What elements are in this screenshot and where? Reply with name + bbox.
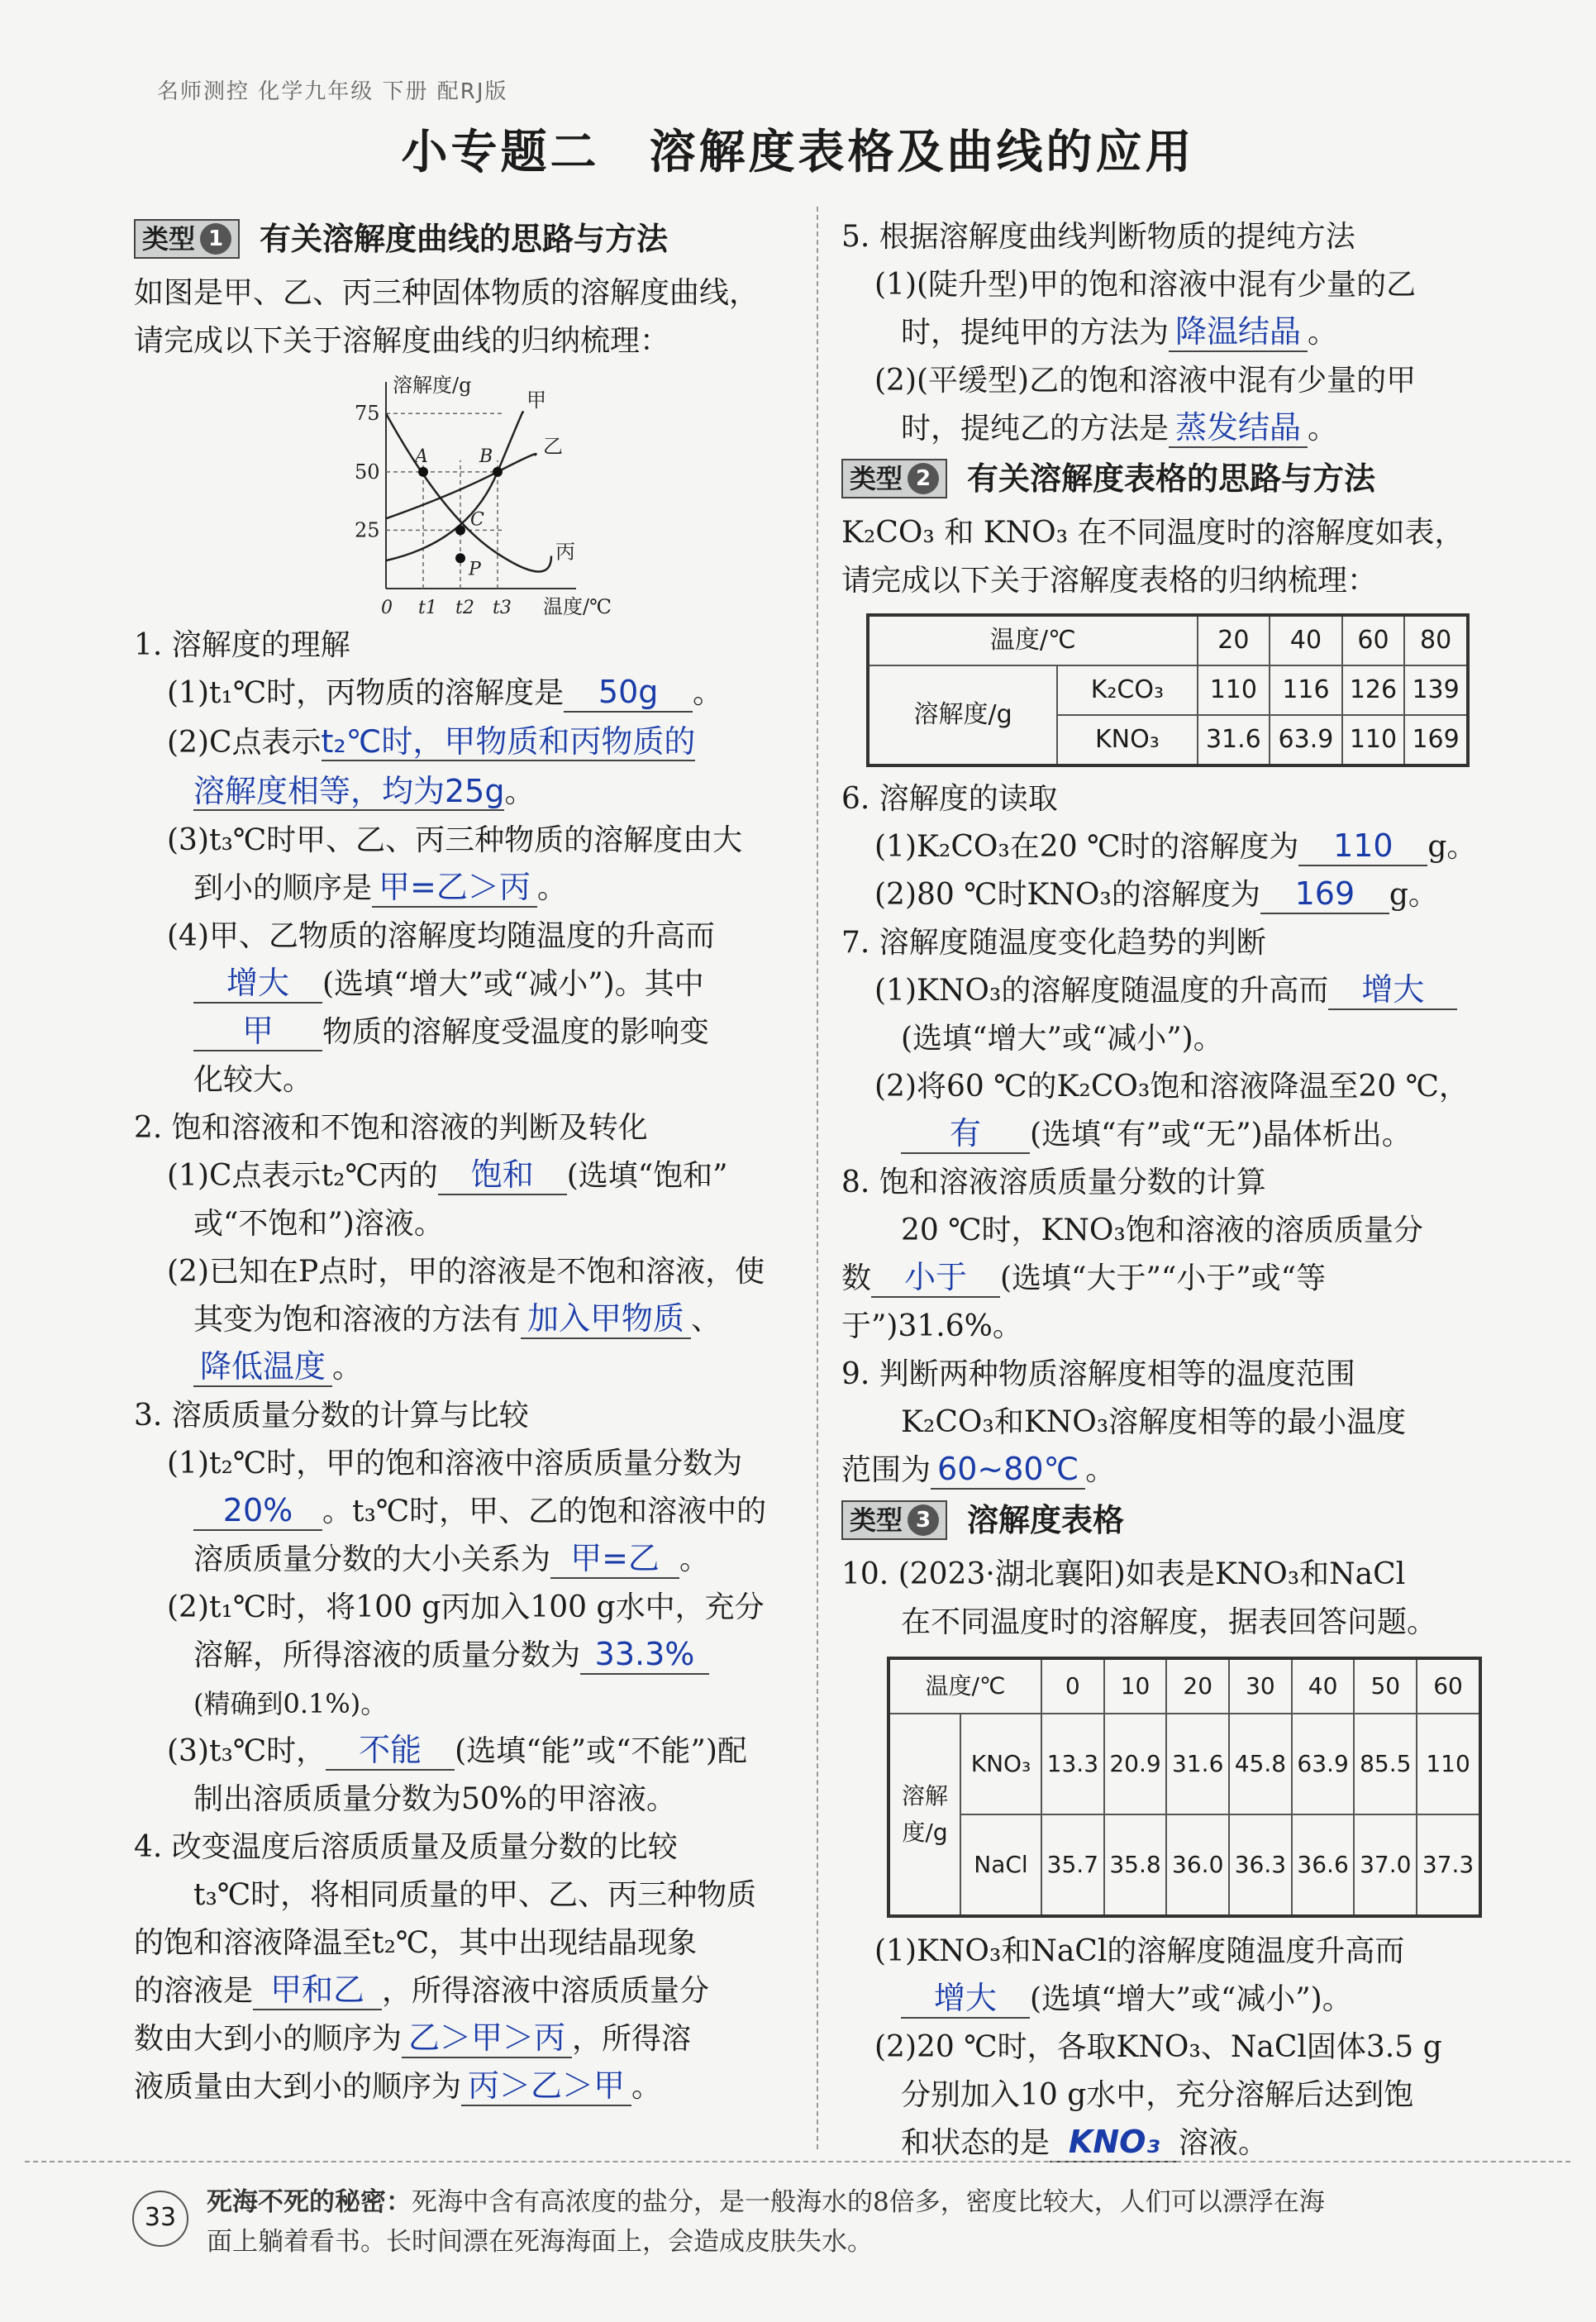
table-row <box>868 615 1468 665</box>
table-cell: 85.5 <box>1354 1714 1417 1814</box>
s7-q2: (2)将60 ℃的K₂CO₃饱和溶液降温至20 ℃， <box>874 1070 1469 1104</box>
y-axis-label: 溶解度/g <box>393 374 472 397</box>
type2-heading <box>841 453 1501 504</box>
s4-line3: 的溶液是 甲和乙 ，所得溶液中溶质质量分 <box>134 1967 800 2015</box>
table-cell: 35.7 <box>1041 1814 1104 1916</box>
s3-q1: (1)t₂℃时，甲的饱和溶液中溶质质量分数为 <box>167 1447 743 1480</box>
s1-q4-cont2: 甲 物质的溶解度受温度的影响变 <box>134 1008 800 1056</box>
s8-line3: 于”)31.6%。 <box>841 1309 1022 1343</box>
type1-intro-1: 如图是甲、乙、丙三种固体物质的溶解度曲线， <box>134 276 760 310</box>
s4-heading: 4. 改变温度后溶质质量及质量分数的比较 <box>134 1830 678 1864</box>
s8-line2: 数 小于 (选填“大于”“小于”或“等 <box>841 1255 1501 1303</box>
point-A <box>418 467 428 477</box>
s10-q1-answer: 增大 <box>901 1979 1030 2019</box>
right-column <box>841 213 1501 2167</box>
y-tick-label: 25 <box>355 518 380 542</box>
s1-q3: (3)t₃℃时甲、乙、丙三种物质的溶解度由大 <box>167 823 743 857</box>
s10-line1: 10. (2023·湖北襄阳)如表是KNO₃和NaCl <box>841 1557 1406 1591</box>
x-tick-label: t2 <box>455 598 474 618</box>
s2-q1-answer: 饱和 <box>438 1156 567 1195</box>
table-cell: 110 <box>1342 715 1404 765</box>
series-header: 名师测控 化学九年级 下册 配RJ版 <box>157 79 508 104</box>
s2-q1-cont: 或“不饱和”)溶液。 <box>193 1207 444 1241</box>
table-cell: 20.9 <box>1104 1714 1167 1814</box>
table-cell: 63.9 <box>1270 715 1342 765</box>
s1-q2-answer-2: 溶解度相等，均为25g <box>193 773 505 809</box>
s6-q2: (2)80 ℃时KNO₃的溶解度为 169 g。 <box>841 871 1501 919</box>
s7-q1-cont: (选填“增大”或“减小”)。 <box>901 1022 1223 1056</box>
type2-badge: 类型 2 <box>841 459 947 498</box>
series-line-yi <box>386 454 536 518</box>
table-cell: K₂CO₃ <box>1057 665 1197 715</box>
series-line-jia <box>386 412 523 560</box>
s2-q2-cont: 其变为饱和溶液的方法有 加入甲物质 、 <box>134 1296 800 1344</box>
s5-q2: (2)(平缓型)乙的饱和溶液中混有少量的甲 <box>874 364 1417 398</box>
s2-q2-answer-1: 加入甲物质 <box>521 1299 691 1339</box>
table-cell: 30 <box>1229 1658 1292 1714</box>
table-cell: 60 <box>1417 1658 1480 1714</box>
point-label: P <box>469 559 481 580</box>
s10-q1-cont: 增大 (选填“增大”或“减小”)。 <box>841 1976 1501 2024</box>
s1-q1-answer: 50g <box>564 673 693 713</box>
type2-number: 2 <box>908 463 939 494</box>
s9-line2: 范围为 60~80℃ 。 <box>841 1447 1501 1495</box>
type1-badge: 类型 1 <box>134 219 240 259</box>
table-cell: 169 <box>1404 715 1468 765</box>
series-label-jia: 甲 <box>526 388 546 412</box>
type3-title: 溶解度表格 <box>967 1502 1125 1538</box>
table-cell: 36.6 <box>1292 1814 1355 1916</box>
s5-q2-answer: 蒸发结晶 <box>1169 408 1308 448</box>
s3-q1-answer-1: 20% <box>193 1491 322 1531</box>
table-k2co3-kno3 <box>866 613 1470 767</box>
type1-title: 有关溶解度曲线的思路与方法 <box>260 221 669 257</box>
table-cell: 31.6 <box>1198 715 1270 765</box>
table-cell: 37.0 <box>1354 1814 1417 1916</box>
type1-heading <box>134 213 800 265</box>
s5-heading: 5. 根据溶解度曲线判断物质的提纯方法 <box>841 220 1355 254</box>
s1-q4-answer-1: 增大 <box>193 964 322 1004</box>
y-tick-label: 75 <box>355 402 380 426</box>
s1-q4-cont3: 化较大。 <box>193 1063 313 1097</box>
s1-q3-cont: 到小的顺序是 甲=乙＞丙 。 <box>134 865 800 913</box>
type2-title: 有关溶解度表格的思路与方法 <box>967 460 1376 497</box>
table-row <box>889 1714 1480 1814</box>
s3-q2-note: (精确到0.1%)。 <box>193 1688 388 1719</box>
s2-heading: 2. 饱和溶液和不饱和溶液的判断及转化 <box>134 1111 648 1145</box>
type3-heading <box>841 1495 1501 1546</box>
table-cell: 139 <box>1404 665 1468 715</box>
footer-tip <box>207 2182 1496 2262</box>
s5-q1: (1)(陡升型)甲的饱和溶液中混有少量的乙 <box>874 268 1417 302</box>
s5-q1-cont: 时，提纯甲的方法为 降温结晶 。 <box>841 309 1501 357</box>
footer-text-2: 面上躺着看书。长时间漂在死海海面上，会造成皮肤失水。 <box>207 2227 873 2257</box>
s2-q2-answer-2: 降低温度 <box>193 1347 332 1387</box>
s1-heading: 1. 溶解度的理解 <box>134 628 350 662</box>
table-row <box>868 665 1468 715</box>
table-cell: 13.3 <box>1041 1714 1104 1814</box>
table-header-temp: 温度/℃ <box>868 615 1198 665</box>
y-tick-label: 50 <box>355 460 380 484</box>
s7-q2-answer: 有 <box>901 1114 1030 1154</box>
s10-q2-answer: KNO₃ <box>1050 2123 1179 2162</box>
table-row-label: 溶解 度/g <box>889 1714 960 1916</box>
point-P <box>455 553 465 563</box>
column-divider <box>817 207 818 2149</box>
s10-q1: (1)KNO₃和NaCl的溶解度随温度升高而 <box>874 1934 1405 1968</box>
s3-q2: (2)t₁℃时，将100 g丙加入100 g水中，充分 <box>167 1590 765 1624</box>
s7-heading: 7. 溶解度随温度变化趋势的判断 <box>841 926 1266 960</box>
table-cell: 60 <box>1342 615 1404 665</box>
s9-answer: 60~80℃ <box>931 1450 1085 1490</box>
s3-q1-answer-2: 甲=乙 <box>550 1539 679 1579</box>
point-B <box>493 467 503 477</box>
s6-q1-answer: 110 <box>1298 827 1427 866</box>
s3-q2-answer: 33.3% <box>580 1635 709 1675</box>
page-number: 33 <box>132 2191 188 2247</box>
table-cell: 31.6 <box>1166 1714 1229 1814</box>
table-cell: 10 <box>1104 1658 1167 1714</box>
s3-q1-cont: 20% 。t₃℃时，甲、乙的饱和溶液中的 <box>134 1488 800 1536</box>
s4-answer-2: 乙＞甲＞丙 <box>402 2019 572 2058</box>
series-line-bing <box>386 413 551 571</box>
table-cell: 0 <box>1041 1658 1104 1714</box>
table-cell: 110 <box>1417 1714 1480 1814</box>
type3-badge: 类型 3 <box>841 1500 947 1540</box>
type2-intro-2: 请完成以下关于溶解度表格的归纳梳理： <box>841 564 1378 598</box>
s5-q1-answer: 降温结晶 <box>1169 312 1308 352</box>
s3-q3-cont: 制出溶质质量分数为50%的甲溶液。 <box>193 1782 677 1816</box>
s1-q4-answer-2: 甲 <box>193 1012 322 1051</box>
table-cell: 126 <box>1342 665 1404 715</box>
table-cell: 40 <box>1292 1658 1355 1714</box>
table-cell: 20 <box>1166 1658 1229 1714</box>
s4-line5: 液质量由大到小的顺序为 丙＞乙＞甲 。 <box>134 2063 800 2111</box>
s8-answer: 小于 <box>871 1258 1000 1298</box>
s8-line1: 20 ℃时，KNO₃饱和溶液的溶质质量分 <box>901 1213 1423 1247</box>
type3-number: 3 <box>908 1504 939 1536</box>
table-cell: 36.3 <box>1229 1814 1292 1916</box>
s5-q2-cont: 时，提纯乙的方法是 蒸发结晶 。 <box>841 405 1501 453</box>
s3-q1-cont2: 溶质质量分数的大小关系为 甲=乙 。 <box>134 1536 800 1584</box>
table-row <box>889 1814 1480 1916</box>
table-cell: 116 <box>1270 665 1342 715</box>
s4-line4: 数由大到小的顺序为 乙＞甲＞丙 ，所得溶 <box>134 2015 800 2063</box>
table-cell: 45.8 <box>1229 1714 1292 1814</box>
series-label-bing: 丙 <box>555 540 575 564</box>
s3-q3-answer: 不能 <box>326 1731 455 1771</box>
solubility-chart-svg <box>134 365 800 622</box>
table-row-label: 溶解度/g <box>868 665 1057 765</box>
s4-answer-3: 丙＞乙＞甲 <box>461 2067 631 2106</box>
s1-q2: (2)C点表示t₂℃时，甲物质和丙物质的 <box>167 723 696 760</box>
point-label: B <box>479 446 493 467</box>
x-axis-label: 温度/℃ <box>543 595 612 618</box>
s1-q3-answer: 甲=乙＞丙 <box>372 868 537 908</box>
table-row <box>889 1658 1480 1714</box>
table-kno3-nacl <box>887 1657 1482 1918</box>
s2-q2: (2)已知在P点时，甲的溶液是不饱和溶液，使 <box>167 1255 765 1289</box>
footer-text-1: 死海中含有高浓度的盐分，是一般海水的8倍多，密度比较大，人们可以漂浮在海 <box>412 2187 1325 2217</box>
series-label-yi: 乙 <box>543 435 563 459</box>
s4-answer-1: 甲和乙 <box>253 1971 382 2010</box>
s7-q2-cont: 有 (选填“有”或“无”)晶体析出。 <box>841 1111 1501 1159</box>
s1-q4-cont: 增大 (选填“增大”或“减小”)。其中 <box>134 961 800 1008</box>
table-cell: 37.3 <box>1417 1814 1480 1916</box>
table-cell: 40 <box>1270 615 1342 665</box>
s3-q2-cont: 溶解，所得溶液的质量分数为 33.3% <box>134 1632 800 1680</box>
x-tick-label: t1 <box>418 598 437 618</box>
point-C <box>455 525 465 535</box>
s10-q2-cont2: 和状态的是 KNO₃ 溶液。 <box>841 2119 1501 2167</box>
footer-label: 死海不死的秘密： <box>207 2187 412 2217</box>
solubility-chart <box>134 365 800 622</box>
s3-heading: 3. 溶质质量分数的计算与比较 <box>134 1399 529 1433</box>
s1-q2-cont: 溶解度相等，均为25g。 <box>193 773 535 809</box>
table-header-temp: 温度/℃ <box>889 1658 1041 1714</box>
table-cell: 20 <box>1198 615 1270 665</box>
s9-line1: K₂CO₃和KNO₃溶解度相等的最小温度 <box>901 1405 1407 1439</box>
table-cell: 36.0 <box>1166 1814 1229 1916</box>
s2-q2-cont2: 降低温度 。 <box>134 1344 800 1392</box>
s3-q3: (3)t₃℃时， 不能 (选填“能”或“不能”)配 <box>134 1728 800 1776</box>
s2-q1: (1)C点表示t₂℃丙的 饱和 (选填“饱和” <box>134 1152 800 1200</box>
type2-intro-1: K₂CO₃ 和 KNO₃ 在不同温度时的溶解度如表， <box>841 516 1465 550</box>
s1-q1: (1)t₁℃时，丙物质的溶解度是 50g 。 <box>134 670 800 718</box>
x-tick-label: 0 <box>381 598 393 618</box>
s6-q2-answer: 169 <box>1260 875 1389 914</box>
s10-q2-cont: 分别加入10 g水中，充分溶解后达到饱 <box>901 2078 1414 2112</box>
point-label: C <box>470 509 484 531</box>
table-cell: 35.8 <box>1104 1814 1167 1916</box>
table-cell: 63.9 <box>1292 1714 1355 1814</box>
s10-q2: (2)20 ℃时，各取KNO₃、NaCl固体3.5 g <box>874 2030 1442 2064</box>
type1-intro-2: 请完成以下关于溶解度曲线的归纳梳理： <box>134 324 670 358</box>
table-cell: NaCl <box>960 1814 1041 1916</box>
footer-divider <box>25 2161 1570 2162</box>
s8-heading: 8. 饱和溶液溶质质量分数的计算 <box>841 1166 1266 1199</box>
point-label: A <box>415 446 428 467</box>
page-title: 小专题二 溶解度表格及曲线的应用 <box>401 126 1195 179</box>
x-tick-label: t3 <box>493 598 512 618</box>
table-cell: 110 <box>1198 665 1270 715</box>
table-cell: 50 <box>1354 1658 1417 1714</box>
s6-heading: 6. 溶解度的读取 <box>841 782 1058 816</box>
left-column <box>134 213 800 2111</box>
s4-line1: t₃℃时，将相同质量的甲、乙、丙三种物质 <box>193 1878 757 1912</box>
s1-q2-answer-1: t₂℃时，甲物质和丙物质的 <box>321 723 696 760</box>
type1-number: 1 <box>200 223 231 255</box>
s7-q1-answer: 增大 <box>1328 970 1457 1010</box>
s1-q4: (4)甲、乙物质的溶解度均随温度的升高而 <box>167 919 715 953</box>
s6-q1: (1)K₂CO₃在20 ℃时的溶解度为 110 g。 <box>841 823 1501 871</box>
table-cell: KNO₃ <box>960 1714 1041 1814</box>
s10-line2: 在不同温度时的溶解度，据表回答问题。 <box>901 1605 1437 1639</box>
table-cell: 80 <box>1404 615 1468 665</box>
s7-q1: (1)KNO₃的溶解度随温度的升高而 增大 <box>841 967 1501 1015</box>
table-cell: KNO₃ <box>1057 715 1197 765</box>
s9-heading: 9. 判断两种物质溶解度相等的温度范围 <box>841 1357 1355 1391</box>
s4-line2: 的饱和溶液降温至t₂℃，其中出现结晶现象 <box>134 1926 698 1960</box>
